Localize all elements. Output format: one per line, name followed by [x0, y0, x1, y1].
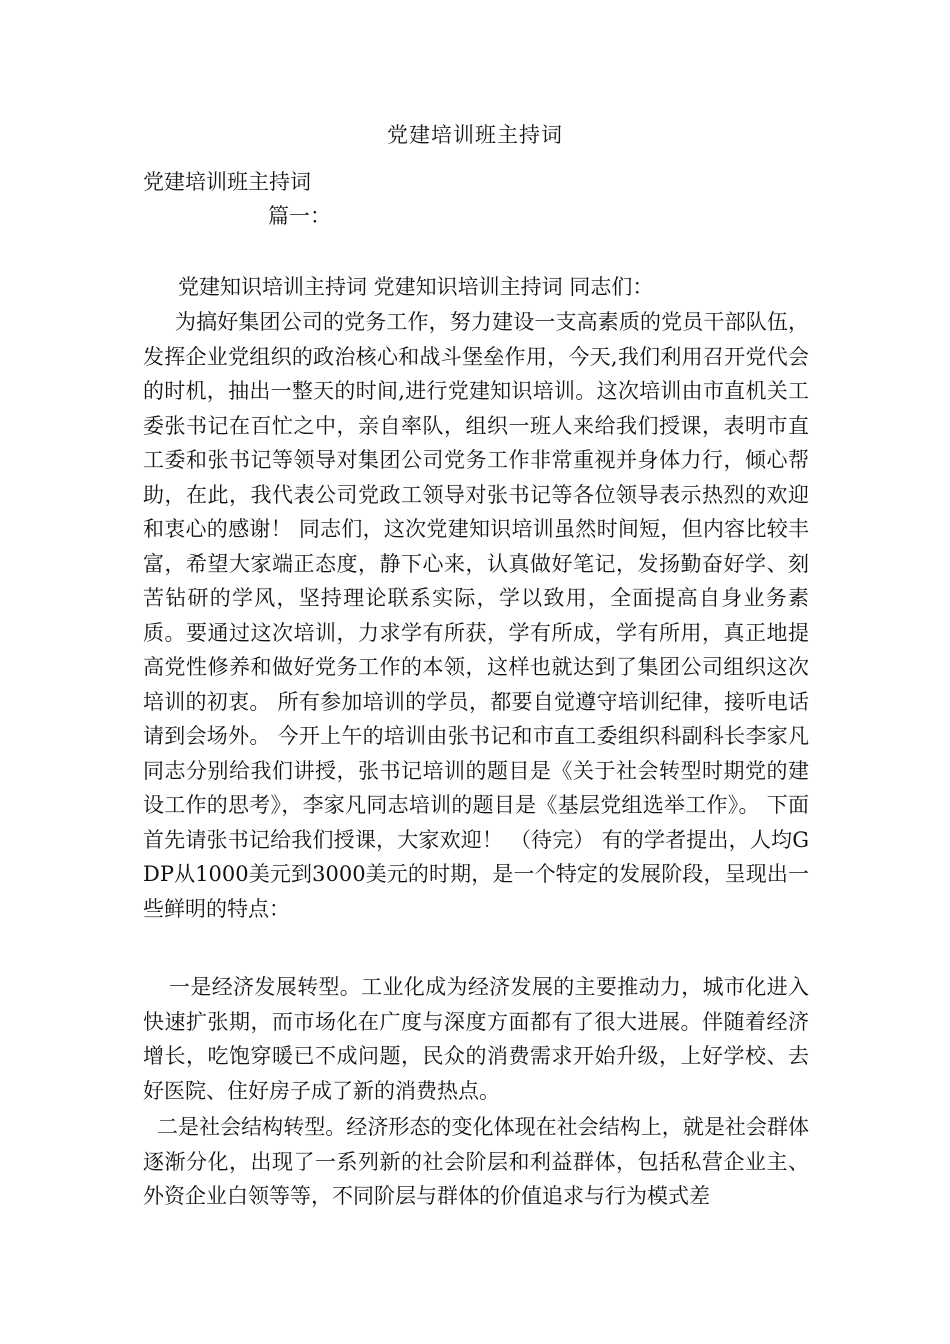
paragraph-economic-transformation: 一是经济发展转型。工业化成为经济发展的主要推动力，城市化进入快速扩张期，而市场化在广度与深度方面都有了很大进展。伴随着经济增长，吃饱穿暖已不成问题，民众的消费需求开始升级，上好学校、去好医院、住好房子成了新的消费热点。 [143, 975, 809, 1103]
document-subtitle: 党建培训班主持词 [143, 170, 311, 194]
document-title: 党建培训班主持词 [387, 123, 563, 147]
paragraph-social-transformation: 二是社会结构转型。经济形态的变化体现在社会结构上，就是社会群体逐渐分化，出现了一系列新的社会阶层和利益群体，包括私营企业主、外资企业白领等等，不同阶层与群体的价值追求与行为模式差 [143, 1115, 809, 1208]
paragraph-main: 为搞好集团公司的党务工作，努力建设一支高素质的党员干部队伍，发挥企业党组织的政治核心和战斗堡垒作用，今天,我们利用召开党代会的时机，抽出一整天的时间,进行党建知识培训。这次培训由市直机关工委张书记在百忙之中，亲自率队，组织一班人来给我们授课，表明市直工委和张书记等领导对集团公司党务工作非常重视并身体力行，倾心帮助，在此，我代表公司党政工领导对张书记等各位领导表示热烈的欢迎和衷心的感谢！ 同志们，这次党建知识培训虽然时间短，但内容比较丰富，希望大家端正态度，静下心来，认真做好笔记，发扬勤奋好学、刻苦钻研的学风，坚持理论联系实际，学以致用，全面提高自身业务素质。要通过这次培训，力求学有所获，学有所成，学有所用，真正地提高党性修养和做好党务工作的本领，这样也就达到了集团公司组织这次培训的初衷。 所有参加培训的学员，都要自觉遵守培训纪律，接听电话请到会场外。 今开上午的培训由张书记和市直工委组织科副科长李家凡同志分别给我们讲授，张书记培训的题目是《关于社会转型时期党的建设工作的思考》，李家凡同志培训的题目是《基层党组选举工作》。 下面首先请张书记给我们授课，大家欢迎！ （待完） 有的学者提出，人均GDP从1000美元到3000美元的时期，是一个特定的发展阶段，呈现出一些鲜明的特点： [143, 310, 809, 921]
section-label: 篇一： [268, 204, 331, 228]
intro-line: 党建知识培训主持词 党建知识培训主持词 同志们： [178, 275, 654, 299]
